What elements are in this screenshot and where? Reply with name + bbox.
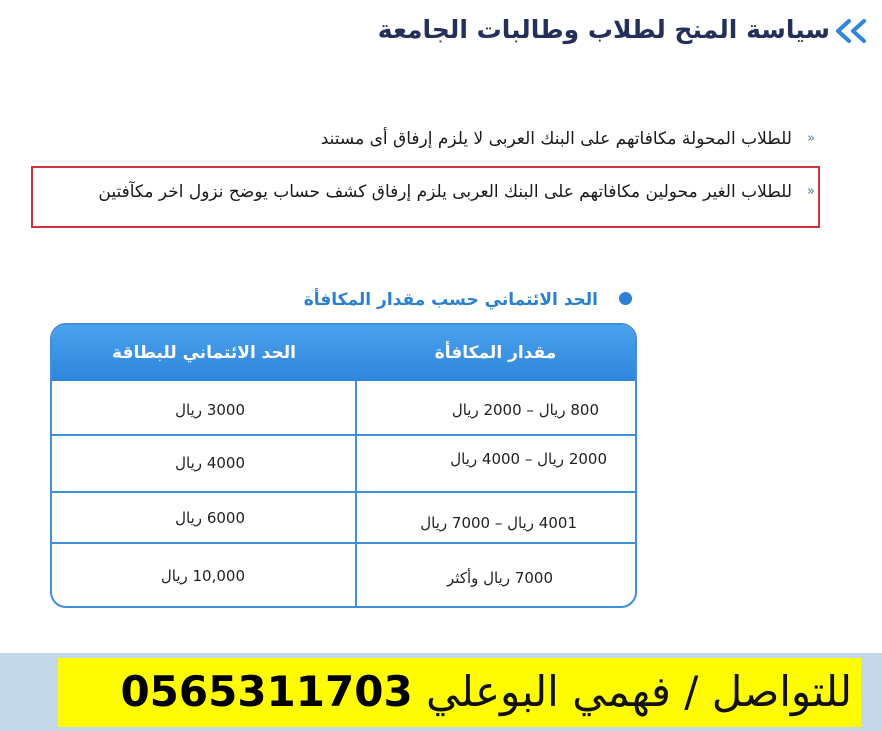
table-cell-amount: 7000 ريال وأكثر — [447, 569, 553, 587]
bullet-text: للطلاب المحولة مكافاتهم على البنك العربى لا يلزم إرفاق أى مستند — [320, 129, 792, 149]
section-heading: الحد الائتماني حسب مقدار المكافأة — [303, 290, 598, 310]
table-cell-limit: 10,000 ريال — [160, 567, 245, 585]
page-title: سياسة المنح لطلاب وطالبات الجامعة — [377, 15, 830, 44]
column-divider — [355, 381, 357, 608]
contact-phone: 0565311703 — [120, 667, 413, 716]
table-cell-amount: 4001 ريال – 7000 ريال — [420, 514, 577, 532]
column-header-amount: مقدار المكافأة — [434, 343, 557, 363]
bullet-marker-icon: » — [807, 131, 815, 146]
table-header — [52, 325, 635, 381]
row-divider — [52, 491, 635, 493]
section-bullet-dot-icon — [619, 292, 632, 305]
bullet-text-highlighted: للطلاب الغير محولين مكافاتهم على البنك العربى يلزم إرفاق كشف حساب يوضح نزول اخر مكآفتين — [98, 182, 792, 202]
table-cell-amount: 800 ريال – 2000 ريال — [451, 401, 599, 419]
credit-limit-table — [50, 323, 637, 608]
table-cell-limit: 6000 ريال — [175, 509, 245, 527]
table-cell-amount: 2000 ريال – 4000 ريال — [450, 450, 607, 468]
table-cell-limit: 3000 ريال — [175, 401, 245, 419]
contact-label: للتواصل / فهمي البوعلي — [426, 667, 852, 716]
column-header-limit: الحد الائتماني للبطاقة — [112, 343, 296, 363]
table-cell-limit: 4000 ريال — [175, 454, 245, 472]
contact-banner — [120, 666, 852, 718]
row-divider — [52, 542, 635, 544]
double-chevron-left-icon — [832, 18, 868, 44]
row-divider — [52, 434, 635, 436]
bullet-marker-icon: » — [807, 184, 815, 199]
